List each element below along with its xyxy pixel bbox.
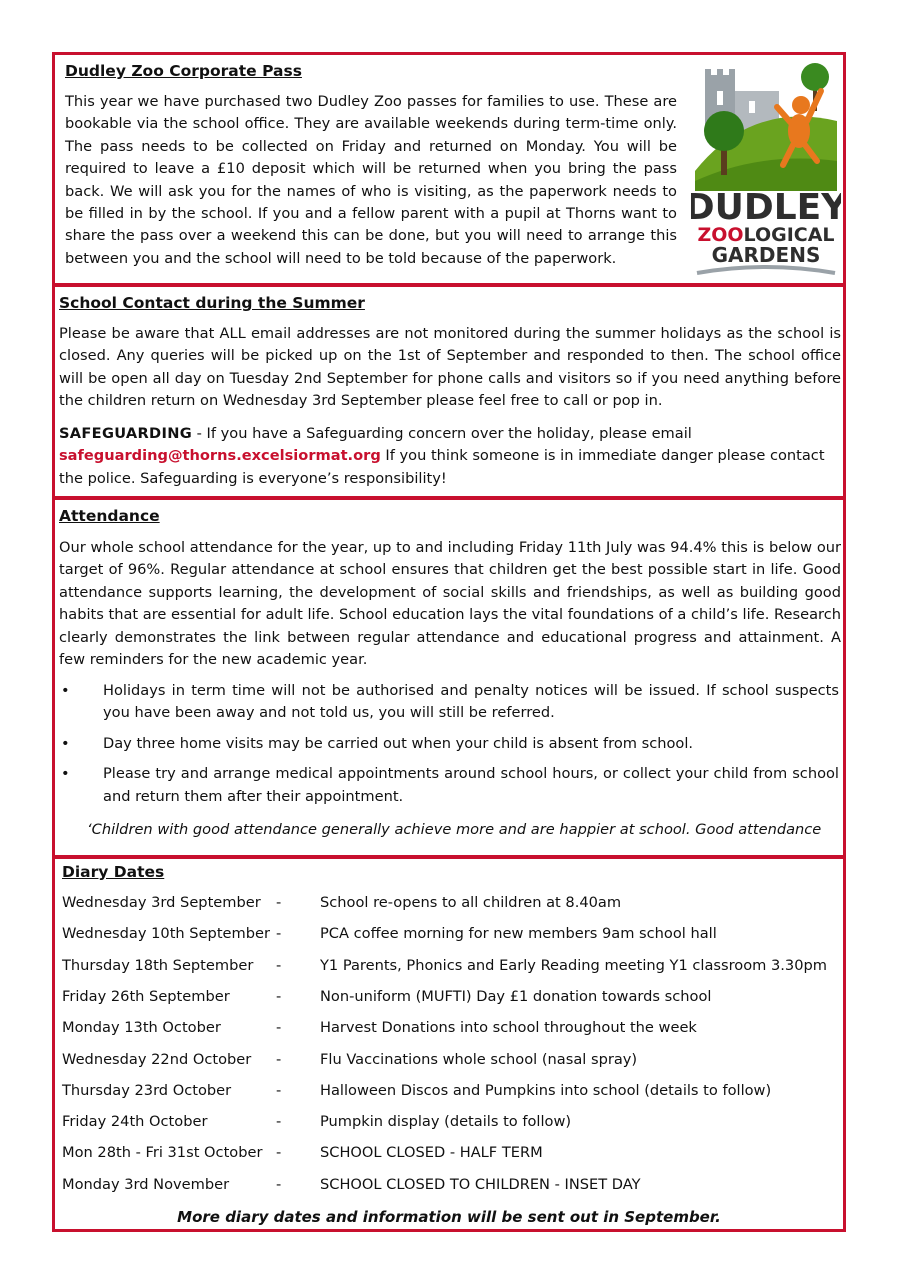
list-item-text: Day three home visits may be carried out when your child is absent from school. [103,734,694,752]
diary-dates-title: Diary Dates [62,863,165,881]
diary-date: Friday 24th October [62,1113,208,1131]
zoo-pass-title: Dudley Zoo Corporate Pass [65,62,302,80]
safeguarding-label: SAFEGUARDING [59,425,192,442]
attendance-section [52,497,846,858]
bullet-icon: • [61,765,70,783]
summer-contact-title: School Contact during the Summer [59,294,365,312]
list-item-text: Please try and arrange medical appointments around school hours, or collect your child from school and return them after their appointment. [103,765,839,805]
list-item [59,680,839,725]
diary-event: Non-uniform (MUFTI) Day £1 donation towards school [320,987,712,1005]
diary-separator: - [276,1113,282,1131]
summer-contact-section [52,284,846,499]
safeguarding-text-post: If you think someone is in immediate danger please contact the police. Safeguarding is everyone’s responsibility! [59,447,825,487]
zoo-pass-section [52,52,846,286]
diary-separator: - [276,1050,282,1068]
diary-event: Flu Vaccinations whole school (nasal spray) [320,1050,638,1068]
safeguarding-paragraph [59,423,841,490]
diary-separator: - [276,987,282,1005]
logo-line-dudley: DUDLEY [691,187,841,228]
diary-date: Monday 13th October [62,1019,221,1037]
dudley-zoo-logo [691,61,841,279]
diary-event: Harvest Donations into school throughout the week [320,1019,697,1037]
diary-event: School re-opens to all children at 8.40am [320,894,622,911]
diary-separator: - [276,1144,282,1162]
diary-event: Pumpkin display (details to follow) [320,1113,572,1131]
diary-event: SCHOOL CLOSED - HALF TERM [320,1144,543,1162]
diary-separator: - [276,1019,282,1037]
diary-separator: - [276,1175,282,1193]
bullet-icon: • [61,682,70,699]
diary-event: Y1 Parents, Phonics and Early Reading meeting Y1 classroom 3.30pm [320,956,827,974]
zoo-logo-graphic [691,61,841,279]
attendance-quote: ‘Children with good attendance generally achieve more and are happier at school. Good attendance [87,821,822,838]
list-item [59,733,839,755]
zoo-pass-body: This year we have purchased two Dudley Zoo passes for families to use. These are bookable via the school office. They are available weekends during term-time only. The pass needs to be collected on Friday and returned on Monday. You will be required to leave a £10 deposit which will be returned when you bring the pass back. We will ask you for the names of who is visiting, as the paperwork needs to be filled in by the school. If you and a fellow parent with a pupil at Thorns want to share the pass over a weekend this can be done, but you will need to arrange this between you and the school will need to be told because of the paperwork. [65,93,677,267]
attendance-title: Attendance [59,507,160,525]
diary-date: Wednesday 22nd October [62,1050,252,1068]
safeguarding-email-link[interactable]: safeguarding@thorns.excelsiormat.org [59,447,381,465]
diary-date: Monday 3rd November [62,1175,230,1193]
diary-separator: - [276,956,282,974]
list-item [59,763,839,808]
logo-zoo-accent: ZOO [697,224,744,246]
diary-date: Wednesday 10th September [62,925,270,943]
diary-separator: - [276,1081,282,1099]
logo-line-gardens: GARDENS [711,243,821,267]
diary-footer-note: More diary dates and information will be sent out in September. [177,1208,721,1226]
diary-separator: - [276,925,282,943]
diary-date: Friday 26th September [62,987,230,1005]
list-item-text: Holidays in term time will not be authorised and penalty notices will be issued. If school suspects you have been away and not told us, you will still be referred. [103,682,839,722]
attendance-body: Our whole school attendance for the year, up to and including Friday 11th July was 94.4% this is below our target of 96%. Regular attendance at school ensures that children get the best possible start in life. Good attendance supports learning, the development of social skills and friendships, as well as building good habits that are essential for adult life. School education lays the vital foundations of a child’s life. Research clearly demonstrates the link between regular attendance and educational progress and attainment. A few reminders for the new academic year. [59,539,841,669]
diary-date: Wednesday 3rd September [62,894,261,911]
summer-contact-body: Please be aware that ALL email addresses are not monitored during the summer holidays as the school is closed. Any queries will be picked up on the 1st of September and responded to then. The school office will be open all day on Tuesday 2nd September for phone calls and visitors so if you need anything before the children return on Wednesday 3rd September please feel free to call or pop in. [59,325,841,410]
safeguarding-text-pre: - If you have a Safeguarding concern over the holiday, please email [192,425,692,442]
bullet-icon: • [61,734,70,752]
diary-date: Thursday 23rd October [62,1081,232,1099]
attendance-reminders-list [59,680,839,816]
diary-date: Mon 28th - Fri 31st October [62,1144,263,1162]
logo-logical: LOGICAL [743,224,835,246]
diary-event: PCA coffee morning for new members 9am school hall [320,925,717,943]
diary-separator: - [276,894,282,911]
diary-event: Halloween Discos and Pumpkins into school (details to follow) [320,1081,772,1099]
diary-event: SCHOOL CLOSED TO CHILDREN - INSET DAY [320,1175,641,1193]
diary-dates-section [52,856,846,1232]
diary-date: Thursday 18th September [62,956,254,974]
